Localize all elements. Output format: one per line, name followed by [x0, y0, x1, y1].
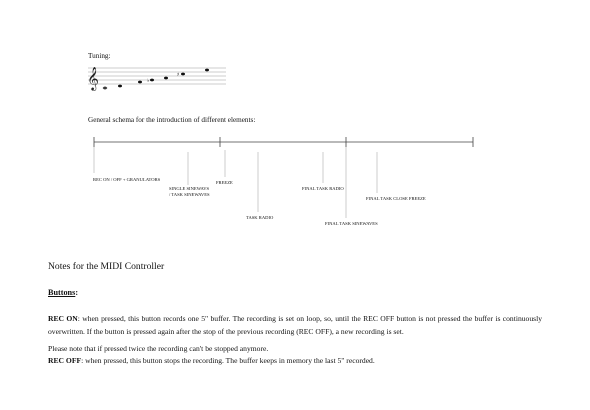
- treble-clef-icon: 𝄞: [87, 66, 99, 90]
- buttons-heading-label: Buttons: [48, 288, 76, 297]
- rec-on-paragraph: [48, 313, 542, 338]
- marker-lines: [94, 147, 377, 218]
- rec-on-label: REC ON: [48, 314, 78, 323]
- buttons-heading-suffix: :: [75, 288, 79, 297]
- rec-off-paragraph: [48, 355, 542, 368]
- label-task-radio: TASK RADIO: [246, 215, 274, 220]
- label-single-sinewaves: SINGLE SINEWAVS: [169, 186, 210, 191]
- rec-off-label: REC OFF: [48, 356, 82, 365]
- label-rec-granulators: REC ON / OFF + GRANULATORS: [93, 177, 161, 182]
- note-paragraph: Please note that if pressed twice the recording can't be stopped anymore.: [48, 344, 269, 353]
- tuning-label: Tuning:: [88, 52, 111, 60]
- label-freeze: FREEZE: [216, 180, 233, 185]
- rec-off-text: : when pressed, this button stops the recording. The buffer keeps in memory the last 5" recorded.: [81, 356, 375, 365]
- notes-heading: Notes for the MIDI Controller: [48, 261, 165, 272]
- label-task-sinewaves: / TASK SINEWAVES: [169, 192, 210, 197]
- rec-on-text: : when pressed, this button records one 5" buffer. The recording is set on loop, so, until the REC OFF button is not pressed the buffer is continuously overwritten. If the button is pressed again after the stop of the previous recording (REC OFF), a new recording is set.: [48, 314, 542, 336]
- svg-text:♭: ♭: [147, 78, 150, 84]
- label-final-task-radio: FINAL TASK RADIO: [302, 186, 344, 191]
- label-final-task-sinewaves: FINAL TASK SINEWAVES: [325, 221, 378, 226]
- svg-text:♯: ♯: [177, 72, 180, 78]
- label-final-task-close-freeze: FINAL TASK CLOSE FREEZE: [366, 196, 426, 201]
- buttons-heading: [48, 288, 78, 297]
- schema-title: General schema for the introduction of different elements:: [88, 116, 256, 124]
